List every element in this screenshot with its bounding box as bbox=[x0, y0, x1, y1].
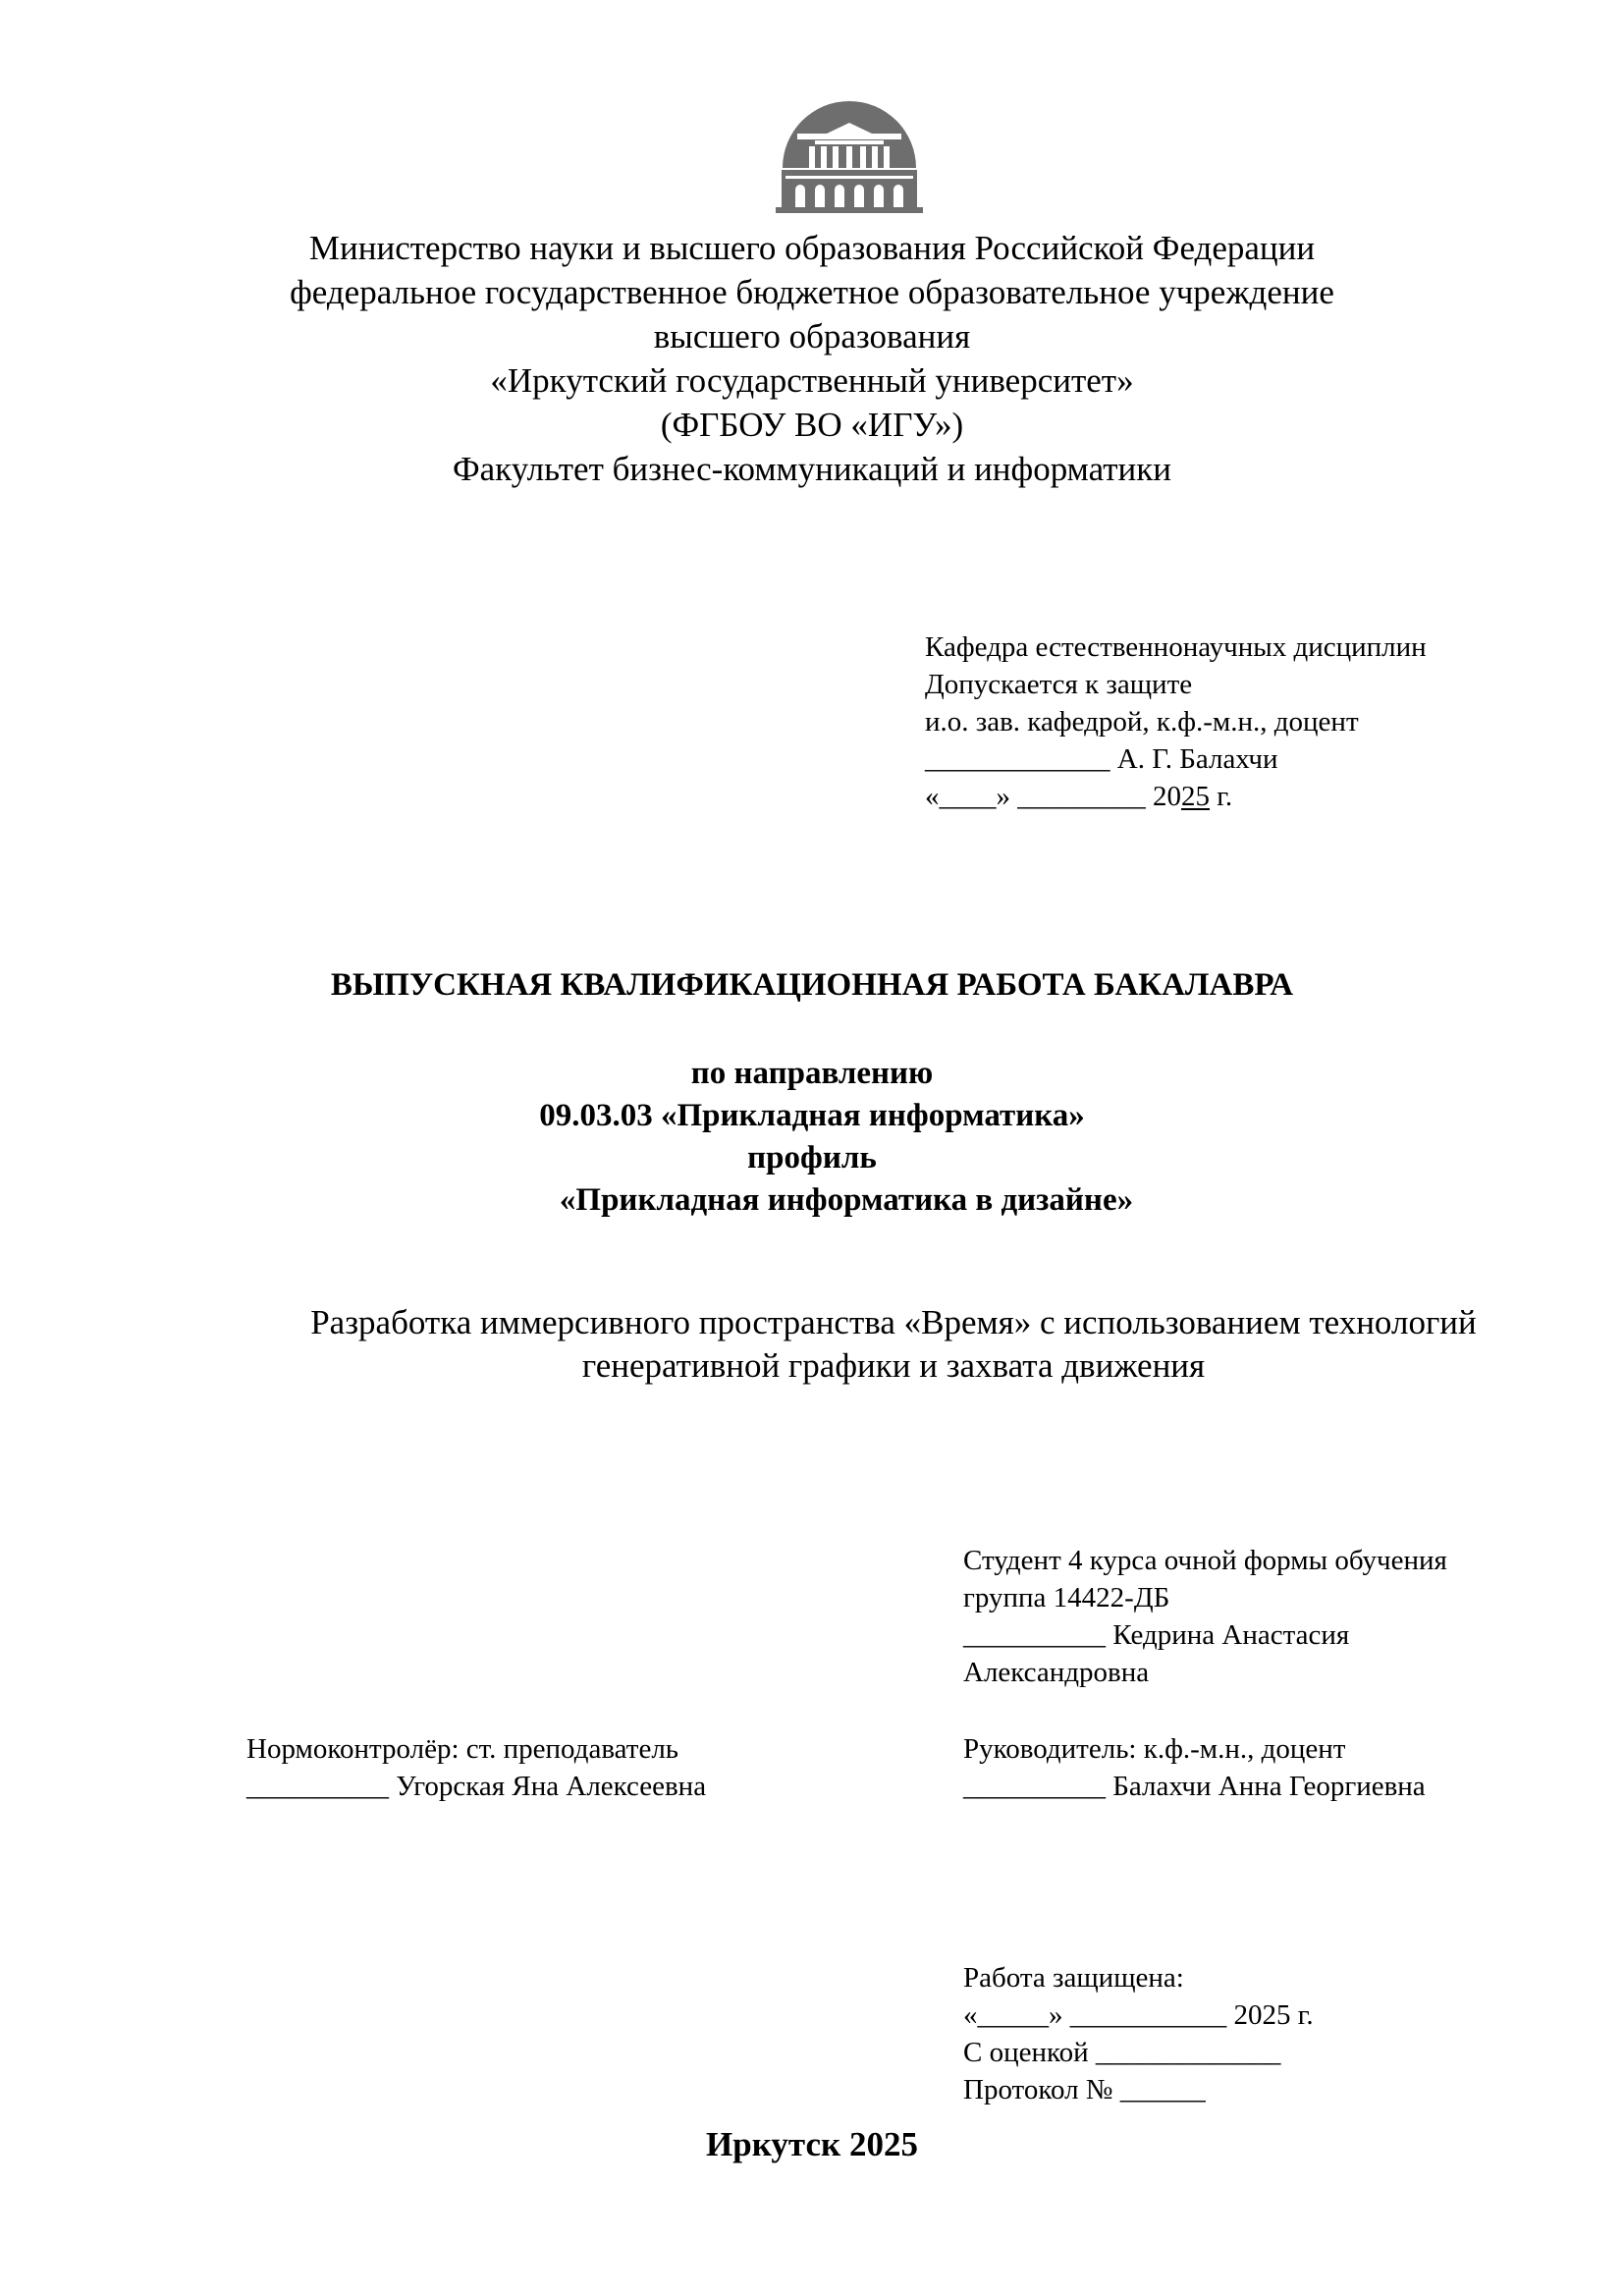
supervisor-position: Руководитель: к.ф.-м.н., доцент bbox=[963, 1733, 1346, 1765]
institution-header bbox=[0, 226, 1624, 491]
admission-text: Допускается к защите bbox=[925, 669, 1193, 700]
normocontrol-signature-line: __________ Угорская Яна Алексеевна bbox=[246, 1771, 707, 1802]
student-patronymic: Александровна bbox=[963, 1657, 1150, 1688]
approval-date-suffix: г. bbox=[1210, 781, 1233, 812]
profile-name: «Прикладная информатика в дизайне» bbox=[559, 1182, 1134, 1218]
approval-date-line bbox=[925, 778, 1427, 815]
normocontrol-position: Нормоконтролёр: ст. преподаватель bbox=[246, 1733, 679, 1765]
student-course: Студент 4 курса очной формы обучения bbox=[963, 1545, 1447, 1576]
approval-date-year: 25 bbox=[1181, 781, 1210, 812]
direction-block bbox=[0, 1053, 1624, 1222]
education-level-line: высшего образования bbox=[653, 317, 971, 355]
university-emblem-icon bbox=[776, 101, 923, 217]
approval-date-prefix: «____» _________ 20 bbox=[925, 781, 1181, 812]
defense-grade-line: С оценкой _____________ bbox=[963, 2037, 1281, 2068]
student-block bbox=[963, 1542, 1447, 1691]
head-signature-line: _____________ А. Г. Балахчи bbox=[925, 743, 1278, 775]
direction-label: по направлению bbox=[690, 1056, 934, 1091]
profile-label: профиль bbox=[747, 1140, 877, 1175]
defense-block bbox=[963, 1959, 1314, 2108]
normocontrol-block bbox=[246, 1730, 706, 1805]
direction-code: 09.03.03 «Прикладная информатика» bbox=[539, 1098, 1085, 1133]
approval-block bbox=[925, 629, 1427, 815]
defense-status: Работа защищена: bbox=[963, 1962, 1184, 1994]
city-year: Иркутск 2025 bbox=[706, 2125, 918, 2163]
supervisor-block bbox=[963, 1730, 1426, 1805]
student-signature-line: __________ Кедрина Анастасия bbox=[963, 1619, 1350, 1651]
defense-protocol-line: Протокол № ______ bbox=[963, 2074, 1206, 2105]
department-name: Кафедра естественнонаучных дисциплин bbox=[925, 631, 1427, 663]
university-name: «Иркутский государственный университет» bbox=[490, 361, 1134, 400]
topic-line-2: генеративной графики и захвата движения bbox=[581, 1346, 1206, 1385]
work-type-title: ВЫПУСКНАЯ КВАЛИФИКАЦИОННАЯ РАБОТА БАКАЛАВРА bbox=[330, 967, 1294, 1003]
student-group: группа 14422-ДБ bbox=[963, 1582, 1170, 1613]
thesis-topic bbox=[196, 1301, 1591, 1388]
faculty-name: Факультет бизнес-коммуникаций и информатики bbox=[453, 450, 1171, 488]
institution-type-line: федеральное государственное бюджетное образовательное учреждение bbox=[290, 273, 1334, 311]
ministry-line: Министерство науки и высшего образования Российской Федерации bbox=[308, 229, 1316, 267]
defense-date-line: «_____» ___________ 2025 г. bbox=[963, 1999, 1314, 2031]
supervisor-signature-line: __________ Балахчи Анна Георгиевна bbox=[963, 1771, 1426, 1802]
topic-line-1: Разработка иммерсивного пространства «Время» с использованием технологий bbox=[310, 1303, 1477, 1341]
head-position: и.о. зав. кафедрой, к.ф.-м.н., доцент bbox=[925, 706, 1359, 738]
university-abbrev: (ФГБОУ ВО «ИГУ») bbox=[660, 406, 964, 444]
